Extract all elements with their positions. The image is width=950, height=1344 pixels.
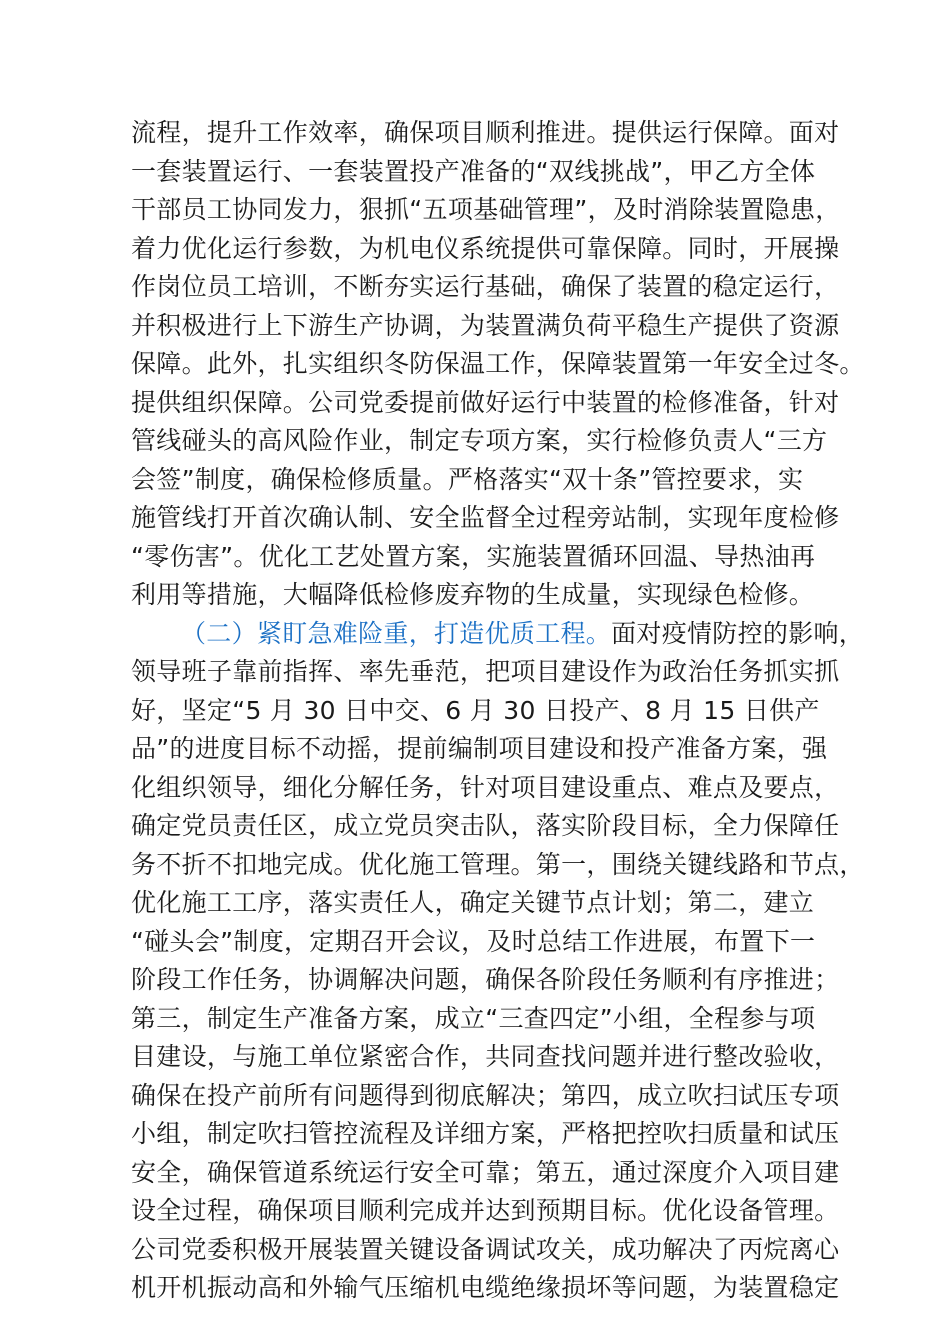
text-line: 机开机振动高和外输气压缩机电缆绝缘损坏等问题，为装置稳定 bbox=[131, 1273, 840, 1302]
text-line: 一套装置运行、一套装置投产准备的“双线挑战”，甲乙方全体 bbox=[131, 156, 816, 186]
text-line: 目建设，与施工单位紧密合作，共同查找问题并进行整改验收， bbox=[131, 1042, 840, 1071]
text-line: 提供组织保障。公司党委提前做好运行中装置的检修准备，针对 bbox=[131, 387, 840, 417]
section-heading: （二）紧盯急难险重，打造优质工程。 bbox=[181, 618, 612, 648]
text-line: 优化施工工序，落实责任人，确定关键节点计划；第二，建立 bbox=[131, 888, 815, 917]
text-line: 利用等措施，大幅降低检修废弃物的生成量，实现绿色检修。 bbox=[131, 580, 815, 609]
text-line: 施管线打开首次确认制、安全监督全过程旁站制，实现年度检修 bbox=[131, 503, 840, 532]
text-line: 管线碰头的高风险作业，制定专项方案，实行检修负责人“三方 bbox=[131, 426, 828, 455]
body-text bbox=[131, 114, 871, 1308]
text-line: 小组，制定吹扫管控流程及详细方案，严格把控吹扫质量和试压 bbox=[131, 1119, 840, 1148]
text-line: 设全过程，确保项目顺利完成并达到预期目标。优化设备管理。 bbox=[131, 1196, 840, 1225]
text-line: 务不折不扣地完成。优化施工管理。第一，围绕关键线路和节点， bbox=[131, 849, 865, 879]
text-line: 品”的进度目标不动摇，提前编制项目建设和投产准备方案，强 bbox=[131, 734, 828, 763]
text-line: 第三，制定生产准备方案，成立“三查四定”小组，全程参与项 bbox=[131, 1003, 816, 1033]
text-line: 领导班子靠前指挥、率先垂范，把项目建设作为政治任务抓实抓 bbox=[131, 657, 840, 686]
text-line: 作岗位员工培训，不断夯实运行基础，确保了装置的稳定运行， bbox=[131, 272, 840, 301]
text-line: 化组织领导，细化分解任务，针对项目建设重点、难点及要点， bbox=[131, 772, 840, 802]
text-line: 安全，确保管道系统运行安全可靠；第五，通过深度介入项目建 bbox=[131, 1157, 840, 1187]
text-line: 公司党委积极开展装置关键设备调试攻关，成功解决了丙烷离心 bbox=[131, 1234, 840, 1264]
text-line: 阶段工作任务，协调解决问题，确保各阶段任务顺利有序推进； bbox=[131, 965, 840, 994]
text-line: 并积极进行上下游生产协调，为装置满负荷平稳生产提供了资源 bbox=[131, 310, 840, 340]
text-line: 保障。此外，扎实组织冬防保温工作，保障装置第一年安全过冬。 bbox=[131, 349, 865, 378]
text-line: 好，坚定“5 月 30 日中交、6 月 30 日投产、8 月 15 日供产 bbox=[131, 695, 820, 725]
text-line: “零伤害”。优化工艺处置方案，实施装置循环回温、导热油再 bbox=[131, 541, 816, 571]
text-line: 会签”制度，确保检修质量。严格落实“双十条”管控要求，实 bbox=[131, 464, 804, 494]
text-line: 确定党员责任区，成立党员突击队，落实阶段目标，全力保障任 bbox=[131, 811, 840, 840]
text-line: 干部员工协同发力，狠抓“五项基础管理”，及时消除装置隐患， bbox=[131, 195, 841, 224]
text-line: 流程，提升工作效率，确保项目顺利推进。提供运行保障。面对 bbox=[131, 118, 840, 147]
text-line: 着力优化运行参数，为机电仪系统提供可靠保障。同时，开展操 bbox=[131, 233, 840, 263]
section-heading-rest: 面对疫情防控的影响， bbox=[611, 618, 865, 648]
section-heading-line bbox=[131, 615, 871, 654]
text-line: 确保在投产前所有问题得到彻底解决；第四，成立吹扫试压专项 bbox=[131, 1080, 840, 1110]
text-line: “碰头会”制度，定期召开会议，及时总结工作进展，布置下一 bbox=[131, 926, 816, 956]
